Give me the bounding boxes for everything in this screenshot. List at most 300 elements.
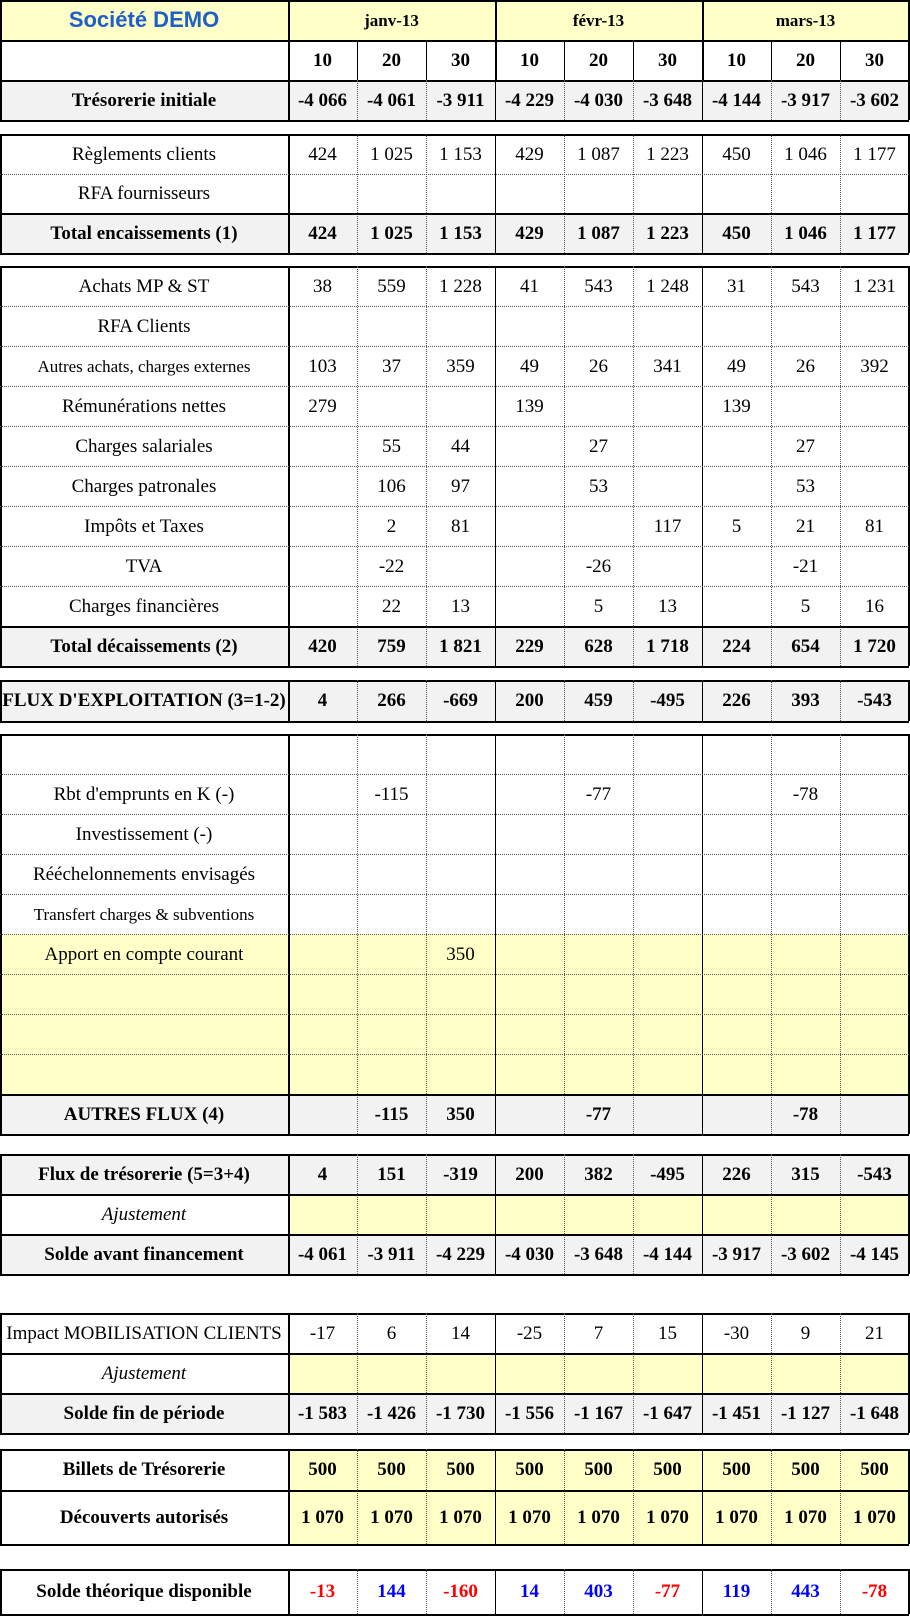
cell-autres-flux-4-4[interactable] [495,1094,564,1134]
month-header-2[interactable]: févr-13 [495,0,702,40]
cell-rfa-clients-8[interactable] [771,306,840,346]
decade-header-6[interactable]: 30 [658,49,677,71]
cell-ajustement-9[interactable] [840,1194,909,1234]
cell-impots-et-taxes-7[interactable]: 5 [731,515,742,537]
cell-achats-mp-st-2[interactable]: 559 [377,275,406,297]
cell-solde-fin-de-periode-6[interactable]: -1 647 [633,1393,702,1433]
cell-apport-en-compte-courant-6[interactable] [633,934,702,974]
cell-reglements-clients-5[interactable]: 1 087 [577,143,620,165]
cell-impots-et-taxes-1[interactable] [288,506,357,546]
cell-reechelonnements-envisages-9[interactable] [840,854,909,894]
row-label-flux-de-tresorerie-5-3-4[interactable]: Flux de trésorerie (5=3+4) [0,1154,288,1194]
cell-solde-theorique-disponible-7[interactable]: 119 [722,1581,751,1602]
cell-autres-achats-charges-externes-9[interactable]: 392 [860,355,889,377]
cell-blank-6[interactable] [633,1054,702,1094]
cell-solde-theorique-disponible-2[interactable]: 144 [377,1581,406,1602]
cell-autres-flux-4-2[interactable]: -115 [357,1094,426,1134]
cell-blank-9[interactable] [840,734,909,774]
cell-charges-patronales-9[interactable] [840,466,909,506]
cell-ajustement-3[interactable] [426,1353,495,1393]
cell-flux-de-tresorerie-5-3-4-2[interactable]: 151 [357,1154,426,1194]
cell-tva-7[interactable] [702,546,771,586]
cell-impact-mobilisation-clients-8[interactable]: 9 [800,1322,811,1344]
cell-reechelonnements-envisages-3[interactable] [426,854,495,894]
row-label-decouverts-autorises[interactable]: Découverts autorisés [59,1506,229,1528]
decade-header-2[interactable]: 20 [382,49,401,71]
cell-reechelonnements-envisages-8[interactable] [771,854,840,894]
cell-transfert-charges-subventions-5[interactable] [564,894,633,934]
cell-remunerations-nettes-1[interactable]: 279 [308,395,337,417]
cell-transfert-charges-subventions-1[interactable] [288,894,357,934]
cell-blank-7[interactable] [702,734,771,774]
cell-blank-4[interactable] [495,1054,564,1094]
cell-blank-5[interactable] [564,1014,633,1054]
cell-autres-flux-4-8[interactable]: -78 [771,1094,840,1134]
cell-blank-1[interactable] [288,734,357,774]
cell-blank-3[interactable] [426,1014,495,1054]
cell-charges-financieres-1[interactable] [288,586,357,626]
cell-rfa-clients-9[interactable] [840,306,909,346]
cell-tva-6[interactable] [633,546,702,586]
cell-charges-patronales-4[interactable] [495,466,564,506]
cell-reglements-clients-1[interactable]: 424 [308,143,337,165]
cell-flux-de-tresorerie-5-3-4-5[interactable]: 382 [564,1154,633,1194]
cell-blank-2[interactable] [357,1054,426,1094]
cell-autres-flux-4-5[interactable]: -77 [564,1094,633,1134]
cell-charges-patronales-3[interactable]: 97 [451,475,470,497]
cell-autres-achats-charges-externes-5[interactable]: 26 [589,355,608,377]
cell-solde-fin-de-periode-2[interactable]: -1 426 [357,1393,426,1433]
cell-total-encaissements-1-6[interactable]: 1 223 [633,213,702,253]
cell-blank-5[interactable] [564,1054,633,1094]
row-label-tva[interactable]: TVA [125,555,163,577]
row-label-achats-mp-st[interactable]: Achats MP & ST [78,275,210,297]
cell-solde-fin-de-periode-5[interactable]: -1 167 [564,1393,633,1433]
cell-tresorerie-initiale-6[interactable]: -3 648 [633,80,702,120]
month-header-3[interactable]: mars-13 [702,0,909,40]
cell-rfa-fournisseurs-7[interactable] [702,174,771,213]
cell-tva-4[interactable] [495,546,564,586]
cell-blank-2[interactable] [357,974,426,1014]
cell-decouverts-autorises-6[interactable]: 1 070 [633,1490,702,1544]
cell-blank-5[interactable] [564,734,633,774]
cell-blank-2[interactable] [357,1014,426,1054]
cell-autres-flux-4-6[interactable] [633,1094,702,1134]
cell-solde-theorique-disponible-1[interactable]: -13 [309,1581,336,1602]
cell-flux-de-tresorerie-5-3-4-8[interactable]: 315 [771,1154,840,1194]
cell-charges-salariales-8[interactable]: 27 [796,435,815,457]
cell-solde-avant-financement-7[interactable]: -3 917 [702,1234,771,1274]
cell-total-encaissements-1-1[interactable]: 424 [288,213,357,253]
cell-ajustement-4[interactable] [495,1194,564,1234]
cell-solde-avant-financement-1[interactable]: -4 061 [288,1234,357,1274]
decade-header-4[interactable]: 10 [520,49,539,71]
cell-solde-fin-de-periode-1[interactable]: -1 583 [288,1393,357,1433]
cell-flux-de-tresorerie-5-3-4-4[interactable]: 200 [495,1154,564,1194]
cell-charges-financieres-3[interactable]: 13 [451,595,470,617]
cell-achats-mp-st-4[interactable]: 41 [520,275,539,297]
cell-total-decaissements-2-1[interactable]: 420 [288,626,357,666]
cell-investissement-5[interactable] [564,814,633,854]
cell-flux-d-exploitation-3-1-2-9[interactable]: -543 [840,680,909,721]
row-label-apport-en-compte-courant[interactable]: Apport en compte courant [0,934,288,974]
cell-total-decaissements-2-4[interactable]: 229 [495,626,564,666]
cell-solde-fin-de-periode-3[interactable]: -1 730 [426,1393,495,1433]
cell-charges-patronales-5[interactable]: 53 [589,475,608,497]
cell-impact-mobilisation-clients-5[interactable]: 7 [593,1322,604,1344]
cell-solde-theorique-disponible-8[interactable]: 443 [791,1581,820,1602]
cell-charges-salariales-2[interactable]: 55 [382,435,401,457]
decade-header-7[interactable]: 10 [727,49,746,71]
cell-charges-patronales-2[interactable]: 106 [377,475,406,497]
cell-blank-3[interactable] [426,734,495,774]
cell-flux-d-exploitation-3-1-2-1[interactable]: 4 [288,680,357,721]
row-label-reechelonnements-envisages[interactable]: Rééchelonnements envisagés [32,863,256,885]
cell-rfa-clients-3[interactable] [426,306,495,346]
cell-reechelonnements-envisages-2[interactable] [357,854,426,894]
cell-blank-3[interactable] [426,974,495,1014]
cell-transfert-charges-subventions-2[interactable] [357,894,426,934]
cell-rbt-d-emprunts-en-k-5[interactable]: -77 [585,783,612,805]
cell-total-decaissements-2-7[interactable]: 224 [702,626,771,666]
cell-remunerations-nettes-4[interactable]: 139 [515,395,544,417]
cell-charges-financieres-8[interactable]: 5 [800,595,811,617]
cell-solde-theorique-disponible-9[interactable]: -78 [861,1581,888,1602]
cell-ajustement-7[interactable] [702,1353,771,1393]
cell-tresorerie-initiale-4[interactable]: -4 229 [495,80,564,120]
cell-decouverts-autorises-4[interactable]: 1 070 [495,1490,564,1544]
decade-header-1[interactable]: 10 [313,49,332,71]
month-header-1[interactable]: janv-13 [288,0,495,40]
cell-ajustement-2[interactable] [357,1194,426,1234]
company-title[interactable]: Société DEMO [0,0,288,40]
row-label-transfert-charges-subventions[interactable]: Transfert charges & subventions [33,904,255,924]
cell-rbt-d-emprunts-en-k-3[interactable] [426,774,495,814]
cell-billets-de-tresorerie-3[interactable]: 500 [426,1449,495,1490]
cell-flux-d-exploitation-3-1-2-6[interactable]: -495 [633,680,702,721]
row-label-rfa-fournisseurs[interactable]: RFA fournisseurs [77,183,211,204]
cell-achats-mp-st-9[interactable]: 1 231 [853,275,896,297]
cell-tva-1[interactable] [288,546,357,586]
cell-total-decaissements-2-6[interactable]: 1 718 [633,626,702,666]
cell-total-encaissements-1-7[interactable]: 450 [702,213,771,253]
row-label-flux-d-exploitation-3-1-2[interactable]: FLUX D'EXPLOITATION (3=1-2) [0,680,288,721]
cell-autres-achats-charges-externes-3[interactable]: 359 [446,355,475,377]
row-label-charges-financieres[interactable]: Charges financières [68,595,219,617]
cell-charges-financieres-5[interactable]: 5 [593,595,604,617]
row-label-total-decaissements-2[interactable]: Total décaissements (2) [0,626,288,666]
cell-blank-3[interactable] [426,1054,495,1094]
cell-transfert-charges-subventions-7[interactable] [702,894,771,934]
cell-blank-8[interactable] [771,974,840,1014]
cell-solde-fin-de-periode-7[interactable]: -1 451 [702,1393,771,1433]
cell-autres-flux-4-3[interactable]: 350 [426,1094,495,1134]
row-label-blank[interactable] [0,1014,288,1054]
cell-blank-4[interactable] [495,734,564,774]
cell-impact-mobilisation-clients-4[interactable]: -25 [516,1322,543,1344]
row-label-billets-de-tresorerie[interactable]: Billets de Trésorerie [62,1459,226,1480]
cell-charges-salariales-7[interactable] [702,426,771,466]
cell-blank-1[interactable] [288,1014,357,1054]
cell-ajustement-9[interactable] [840,1353,909,1393]
cell-flux-d-exploitation-3-1-2-5[interactable]: 459 [564,680,633,721]
cell-ajustement-6[interactable] [633,1194,702,1234]
cell-charges-financieres-6[interactable]: 13 [658,595,677,617]
cell-transfert-charges-subventions-4[interactable] [495,894,564,934]
cell-transfert-charges-subventions-6[interactable] [633,894,702,934]
cell-impots-et-taxes-3[interactable]: 81 [451,515,470,537]
cell-achats-mp-st-7[interactable]: 31 [727,275,746,297]
cell-investissement-2[interactable] [357,814,426,854]
cell-rfa-clients-7[interactable] [702,306,771,346]
cell-rfa-clients-5[interactable] [564,306,633,346]
cell-achats-mp-st-5[interactable]: 543 [584,275,613,297]
cell-ajustement-8[interactable] [771,1194,840,1234]
cell-ajustement-1[interactable] [288,1353,357,1393]
cell-total-encaissements-1-4[interactable]: 429 [495,213,564,253]
cell-achats-mp-st-6[interactable]: 1 248 [646,275,689,297]
cell-reglements-clients-3[interactable]: 1 153 [439,143,482,165]
cell-flux-d-exploitation-3-1-2-3[interactable]: -669 [426,680,495,721]
cell-rfa-fournisseurs-1[interactable] [288,174,357,213]
row-label-autres-achats-charges-externes[interactable]: Autres achats, charges externes [37,356,251,376]
cell-blank-7[interactable] [702,1014,771,1054]
row-label-remunerations-nettes[interactable]: Rémunérations nettes [61,395,227,417]
decade-header-9[interactable]: 30 [865,49,884,71]
cell-investissement-3[interactable] [426,814,495,854]
cell-reglements-clients-8[interactable]: 1 046 [784,143,827,165]
cell-tresorerie-initiale-2[interactable]: -4 061 [357,80,426,120]
cell-rbt-d-emprunts-en-k-6[interactable] [633,774,702,814]
cell-ajustement-1[interactable] [288,1194,357,1234]
cell-blank-1[interactable] [288,974,357,1014]
cell-autres-achats-charges-externes-7[interactable]: 49 [727,355,746,377]
cell-investissement-7[interactable] [702,814,771,854]
cell-apport-en-compte-courant-8[interactable] [771,934,840,974]
cell-solde-avant-financement-2[interactable]: -3 911 [357,1234,426,1274]
cell-autres-achats-charges-externes-1[interactable]: 103 [308,355,337,377]
cell-blank-6[interactable] [633,734,702,774]
cell-decouverts-autorises-5[interactable]: 1 070 [564,1490,633,1544]
cell-flux-d-exploitation-3-1-2-2[interactable]: 266 [357,680,426,721]
cell-remunerations-nettes-2[interactable] [357,386,426,426]
row-label-ajustement[interactable]: Ajustement [101,1362,187,1384]
cell-total-encaissements-1-3[interactable]: 1 153 [426,213,495,253]
cell-ajustement-5[interactable] [564,1353,633,1393]
cell-solde-avant-financement-8[interactable]: -3 602 [771,1234,840,1274]
cell-autres-flux-4-7[interactable] [702,1094,771,1134]
cell-total-decaissements-2-9[interactable]: 1 720 [840,626,909,666]
cell-flux-de-tresorerie-5-3-4-6[interactable]: -495 [633,1154,702,1194]
cell-decouverts-autorises-2[interactable]: 1 070 [357,1490,426,1544]
cell-total-encaissements-1-8[interactable]: 1 046 [771,213,840,253]
cell-tresorerie-initiale-3[interactable]: -3 911 [426,80,495,120]
row-label-charges-salariales[interactable]: Charges salariales [75,435,213,457]
cell-tva-2[interactable]: -22 [378,555,405,577]
cell-rfa-fournisseurs-6[interactable] [633,174,702,213]
cell-flux-de-tresorerie-5-3-4-7[interactable]: 226 [702,1154,771,1194]
row-label-solde-fin-de-periode[interactable]: Solde fin de période [0,1393,288,1433]
row-label-rbt-d-emprunts-en-k[interactable]: Rbt d'emprunts en K (-) [53,783,235,805]
cell-achats-mp-st-3[interactable]: 1 228 [439,275,482,297]
cell-ajustement-2[interactable] [357,1353,426,1393]
cell-achats-mp-st-1[interactable]: 38 [313,275,332,297]
cell-billets-de-tresorerie-6[interactable]: 500 [633,1449,702,1490]
cell-rbt-d-emprunts-en-k-7[interactable] [702,774,771,814]
cell-reechelonnements-envisages-7[interactable] [702,854,771,894]
cell-charges-patronales-7[interactable] [702,466,771,506]
decade-header-5[interactable]: 20 [589,49,608,71]
cell-solde-fin-de-periode-8[interactable]: -1 127 [771,1393,840,1433]
cell-solde-avant-financement-5[interactable]: -3 648 [564,1234,633,1274]
cell-billets-de-tresorerie-2[interactable]: 500 [357,1449,426,1490]
cell-investissement-9[interactable] [840,814,909,854]
row-label-charges-patronales[interactable]: Charges patronales [71,475,217,497]
cell-blank-8[interactable] [771,734,840,774]
decade-header-8[interactable]: 20 [796,49,815,71]
cell-billets-de-tresorerie-1[interactable]: 500 [288,1449,357,1490]
cell-solde-avant-financement-6[interactable]: -4 144 [633,1234,702,1274]
row-label-impact-mobilisation-clients[interactable]: Impact MOBILISATION CLIENTS [6,1322,282,1344]
cell-achats-mp-st-8[interactable]: 543 [791,275,820,297]
cell-flux-de-tresorerie-5-3-4-9[interactable]: -543 [840,1154,909,1194]
cell-tresorerie-initiale-5[interactable]: -4 030 [564,80,633,120]
cell-transfert-charges-subventions-9[interactable] [840,894,909,934]
cell-ajustement-6[interactable] [633,1353,702,1393]
cell-flux-d-exploitation-3-1-2-8[interactable]: 393 [771,680,840,721]
cell-autres-achats-charges-externes-8[interactable]: 26 [796,355,815,377]
cell-solde-fin-de-periode-4[interactable]: -1 556 [495,1393,564,1433]
cell-tva-3[interactable] [426,546,495,586]
cell-impots-et-taxes-5[interactable] [564,506,633,546]
cell-solde-theorique-disponible-3[interactable]: -160 [443,1581,478,1602]
cell-blank-8[interactable] [771,1014,840,1054]
cell-total-encaissements-1-9[interactable]: 1 177 [840,213,909,253]
cell-apport-en-compte-courant-4[interactable] [495,934,564,974]
cell-solde-avant-financement-3[interactable]: -4 229 [426,1234,495,1274]
cell-apport-en-compte-courant-7[interactable] [702,934,771,974]
cell-blank-9[interactable] [840,974,909,1014]
cell-charges-patronales-6[interactable] [633,466,702,506]
cell-solde-avant-financement-9[interactable]: -4 145 [840,1234,909,1274]
cell-decouverts-autorises-1[interactable]: 1 070 [288,1490,357,1544]
cell-charges-patronales-8[interactable]: 53 [796,475,815,497]
cell-charges-patronales-1[interactable] [288,466,357,506]
cell-blank-8[interactable] [771,1054,840,1094]
cell-rfa-fournisseurs-4[interactable] [495,174,564,213]
cell-solde-theorique-disponible-5[interactable]: 403 [584,1581,613,1602]
cell-solde-theorique-disponible-4[interactable]: 14 [520,1581,539,1602]
cell-reglements-clients-7[interactable]: 450 [722,143,751,165]
row-label-solde-theorique-disponible[interactable]: Solde théorique disponible [36,1581,252,1602]
cell-rbt-d-emprunts-en-k-1[interactable] [288,774,357,814]
cell-ajustement-3[interactable] [426,1194,495,1234]
cell-reechelonnements-envisages-6[interactable] [633,854,702,894]
cell-charges-salariales-5[interactable]: 27 [589,435,608,457]
cell-apport-en-compte-courant-5[interactable] [564,934,633,974]
cell-blank-2[interactable] [357,734,426,774]
cell-charges-financieres-2[interactable]: 22 [382,595,401,617]
cell-investissement-1[interactable] [288,814,357,854]
cell-charges-financieres-7[interactable] [702,586,771,626]
cell-rfa-clients-4[interactable] [495,306,564,346]
cell-impots-et-taxes-6[interactable]: 117 [653,515,682,537]
cell-billets-de-tresorerie-8[interactable]: 500 [771,1449,840,1490]
cell-remunerations-nettes-5[interactable] [564,386,633,426]
cell-tresorerie-initiale-1[interactable]: -4 066 [288,80,357,120]
cell-impact-mobilisation-clients-6[interactable]: 15 [658,1322,677,1344]
cell-blank-4[interactable] [495,1014,564,1054]
cell-rfa-clients-2[interactable] [357,306,426,346]
cell-solde-avant-financement-4[interactable]: -4 030 [495,1234,564,1274]
cell-autres-achats-charges-externes-4[interactable]: 49 [520,355,539,377]
cell-rfa-fournisseurs-9[interactable] [840,174,909,213]
cell-blank-9[interactable] [840,1054,909,1094]
row-label-rfa-clients[interactable]: RFA Clients [97,315,191,337]
cell-tva-5[interactable]: -26 [585,555,612,577]
cell-impots-et-taxes-2[interactable]: 2 [386,515,397,537]
cell-impact-mobilisation-clients-1[interactable]: -17 [309,1322,336,1344]
cell-decouverts-autorises-9[interactable]: 1 070 [840,1490,909,1544]
row-label-solde-avant-financement[interactable]: Solde avant financement [0,1234,288,1274]
cell-flux-d-exploitation-3-1-2-4[interactable]: 200 [495,680,564,721]
cell-rfa-clients-1[interactable] [288,306,357,346]
cell-rfa-fournisseurs-2[interactable] [357,174,426,213]
row-label-impots-et-taxes[interactable]: Impôts et Taxes [84,515,204,537]
cell-flux-de-tresorerie-5-3-4-3[interactable]: -319 [426,1154,495,1194]
cell-reechelonnements-envisages-1[interactable] [288,854,357,894]
cell-rfa-fournisseurs-3[interactable] [426,174,495,213]
cell-billets-de-tresorerie-9[interactable]: 500 [840,1449,909,1490]
row-label-reglements-clients[interactable]: Règlements clients [71,143,217,165]
cell-blank-6[interactable] [633,1014,702,1054]
cell-autres-achats-charges-externes-6[interactable]: 341 [653,355,682,377]
cell-reglements-clients-4[interactable]: 429 [515,143,544,165]
cell-apport-en-compte-courant-1[interactable] [288,934,357,974]
cell-apport-en-compte-courant-9[interactable] [840,934,909,974]
cell-remunerations-nettes-7[interactable]: 139 [722,395,751,417]
cell-decouverts-autorises-3[interactable]: 1 070 [426,1490,495,1544]
cell-ajustement-5[interactable] [564,1194,633,1234]
cell-flux-de-tresorerie-5-3-4-1[interactable]: 4 [288,1154,357,1194]
cell-ajustement-7[interactable] [702,1194,771,1234]
cell-investissement-8[interactable] [771,814,840,854]
cell-solde-theorique-disponible-6[interactable]: -77 [654,1581,681,1602]
cell-impots-et-taxes-9[interactable]: 81 [865,515,884,537]
cell-impact-mobilisation-clients-7[interactable]: -30 [723,1322,750,1344]
row-label-blank[interactable] [0,1054,288,1094]
cell-autres-flux-4-1[interactable] [288,1094,357,1134]
cell-remunerations-nettes-3[interactable] [426,386,495,426]
cell-blank-5[interactable] [564,974,633,1014]
cell-autres-flux-4-9[interactable] [840,1094,909,1134]
cell-billets-de-tresorerie-5[interactable]: 500 [564,1449,633,1490]
row-label-autres-flux-4[interactable]: AUTRES FLUX (4) [0,1094,288,1134]
cell-transfert-charges-subventions-3[interactable] [426,894,495,934]
cell-impots-et-taxes-4[interactable] [495,506,564,546]
cell-impots-et-taxes-8[interactable]: 21 [796,515,815,537]
cell-blank-7[interactable] [702,974,771,1014]
cell-charges-salariales-4[interactable] [495,426,564,466]
cell-charges-salariales-3[interactable]: 44 [451,435,470,457]
cell-tva-8[interactable]: -21 [792,555,819,577]
row-label-investissement[interactable]: Investissement (-) [75,823,213,845]
cell-decouverts-autorises-8[interactable]: 1 070 [771,1490,840,1544]
cell-blank-9[interactable] [840,1014,909,1054]
row-label-ajustement[interactable]: Ajustement [101,1203,187,1225]
cell-remunerations-nettes-8[interactable] [771,386,840,426]
cell-tva-9[interactable] [840,546,909,586]
